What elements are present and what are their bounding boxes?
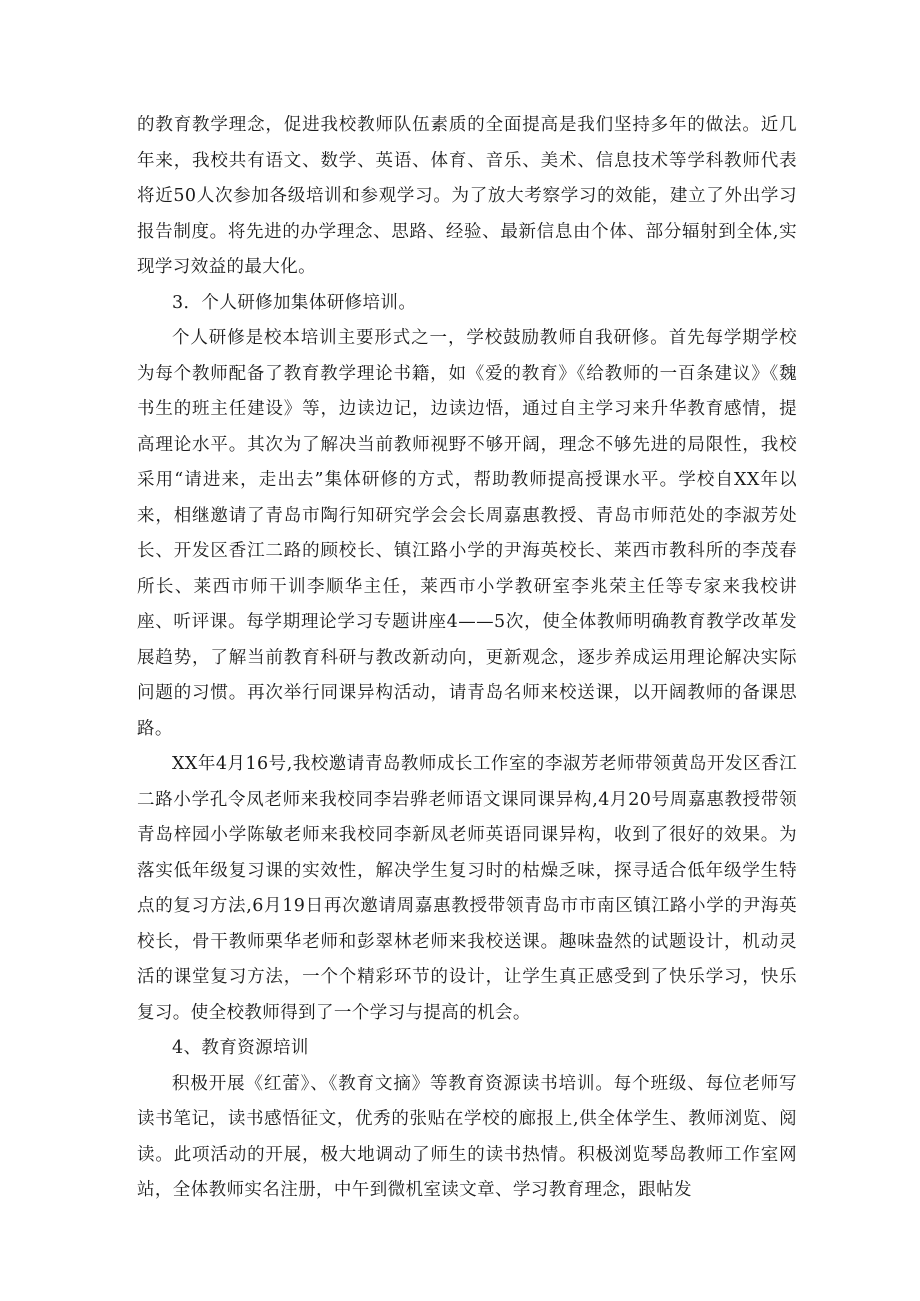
paragraph-same-lesson-activity: XX年4月16号,我校邀请青岛教师成长工作室的李淑芳老师带领黄岛开发区香江二路小学孔令凤老师来我校同李岩骅老师语文课同课异构,4月20号周嘉惠教授带领青岛梓园小学陈敏老师来我校同李新凤老师英语同课异构，收到了很好的效果。为落实低年级复习课的实效性，解决学生复习时的枯燥乏味，探寻适合低年级学生特点的复习方法,6月19日再次邀请周嘉惠教授带领青岛市市南区镇江路小学的尹海英校长，骨干教师栗华老师和彭翠林老师来我校送课。趣味盎然的试题设计，机动灵活的课堂复习方法，一个个精彩环节的设计，让学生真正感受到了快乐学习，快乐复习。使全校教师得到了一个学习与提高的机会。 <box>137 754 797 1023</box>
section-heading-3: 3．个人研修加集体研修培训。 <box>172 292 417 313</box>
document-body <box>137 108 797 1209</box>
paragraph-resource-training: 积极开展《红蕾》、《教育文摘》等教育资源读书培训。每个班级、每位老师写读书笔记，读书感悟征文，优秀的张贴在学校的廊报上,供全体学生、教师浏览、阅读。此项活动的开展，极大地调动了师生的读书热情。积极浏览琴岛教师工作室网站，全体教师实名注册，中午到微机室读文章、学习教育理念，跟帖发 <box>137 1073 797 1200</box>
paragraph-personal-study: 个人研修是校本培训主要形式之一，学校鼓励教师自我研修。首先每学期学校为每个教师配备了教育教学理论书籍，如《爱的教育》《给教师的一百条建议》《魏书生的班主任建设》等，边读边记，边读边悟，通过自主学习来升华教育感情，提高理论水平。其次为了解决当前教师视野不够开阔，理念不够先进的局限性，我校采用“请进来，走出去”集体研修的方式，帮助教师提高授课水平。学校自XX年以来，相继邀请了青岛市陶行知研究学会会长周嘉惠教授、青岛市师范处的李淑芳处长、开发区香江二路的顾校长、镇江路小学的尹海英校长、莱西市教科所的李茂春所长、莱西市师干训李顺华主任，莱西市小学教研室李兆荣主任等专家来我校讲座、听评课。每学期理论学习专题讲座4——5次，使全体教师明确教育教学改革发展趋势，了解当前教育科研与教改新动向，更新观念，逐步养成运用理论解决实际问题的习惯。再次举行同课异构活动，请青岛名师来校送课，以开阔教师的备课思路。 <box>137 328 797 739</box>
paragraph-continuation: 的教育教学理念，促进我校教师队伍素质的全面提高是我们坚持多年的做法。近几年来，我校共有语文、数学、英语、体育、音乐、美术、信息技术等学科教师代表将近50人次参加各级培训和参观学习。为了放大考察学习的效能，建立了外出学习报告制度。将先进的办学理念、思路、经验、最新信息由个体、部分辐射到全体,实现学习效益的最大化。 <box>137 115 797 277</box>
section-heading-4: 4、教育资源培训 <box>172 1038 309 1058</box>
